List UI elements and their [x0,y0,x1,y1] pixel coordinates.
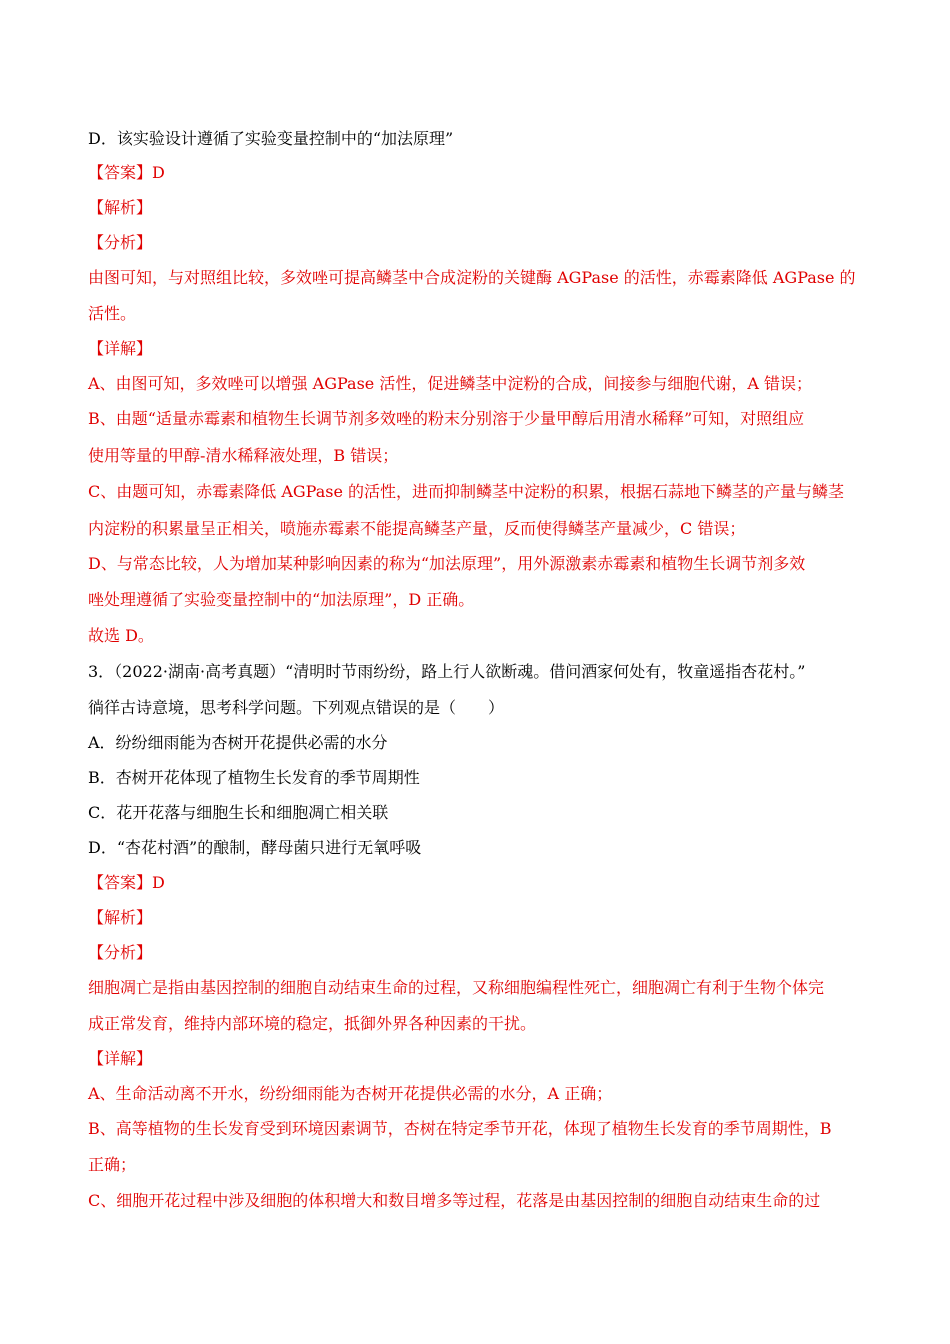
analysis-text: 成正常发育，维持内部环境的稳定，抵御外界各种因素的干扰。 [88,1014,537,1033]
detail-text: B、由题“适量赤霉素和植物生长调节剂多效唑的粉末分别溶于少量甲醇后用清水稀释”可知，对照组应 [88,409,805,428]
detail-text: A、生命活动离不开水，纷纷细雨能为杏树开花提供必需的水分，A 正确； [88,1084,613,1103]
detail-text: B、高等植物的生长发育受到环境因素调节，杏树在特定季节开花，体现了植物生长发育的季节周期性，B [88,1119,832,1138]
analysis-label: 【解析】 [88,908,153,927]
detail-text: C、细胞开花过程中涉及细胞的体积增大和数目增多等过程，花落是由基因控制的细胞自动结束生命的过 [88,1191,821,1210]
detail-text: C、由题可知，赤霉素降低 AGPase 的活性，进而抑制鳞茎中淀粉的积累，根据石蒜地下鳞茎的产量与鳞茎 [88,482,845,501]
analysis-text: 活性。 [88,304,137,323]
question-3-stem: 3．（2022·湖南·高考真题）“清明时节雨纷纷，路上行人欲断魂。借问酒家何处有，牧童遥指杏花村。” [88,662,806,681]
detail-text: 内淀粉的积累量呈正相关，喷施赤霉素不能提高鳞茎产量，反而使得鳞茎产量减少，C 错误； [88,519,746,538]
answer-label: 【答案】D [88,163,165,182]
fenxi-label: 【分析】 [88,233,153,252]
conclusion-text: 故选 D。 [88,626,154,645]
option-c-q3: C．花开花落与细胞生长和细胞凋亡相关联 [88,803,389,822]
question-3-stem: 徜徉古诗意境，思考科学问题。下列观点错误的是（ ） [88,698,505,717]
option-a-q3: A．纷纷细雨能为杏树开花提供必需的水分 [88,733,388,752]
option-b-q3: B．杏树开花体现了植物生长发育的季节周期性 [88,768,420,787]
analysis-text: 细胞凋亡是指由基因控制的细胞自动结束生命的过程，又称细胞编程性死亡，细胞凋亡有利于生物个体完 [88,978,825,997]
detail-text: 使用等量的甲醇-清水稀释液处理，B 错误； [88,446,399,465]
detail-text: A、由图可知，多效唑可以增强 AGPase 活性，促进鳞茎中淀粉的合成，间接参与细胞代谢，A 错误； [88,374,812,393]
detail-text: 唑处理遵循了实验变量控制中的“加法原理”，D 正确。 [88,590,475,609]
detail-label: 【详解】 [88,1049,153,1068]
analysis-label: 【解析】 [88,198,153,217]
detail-label: 【详解】 [88,339,153,358]
option-d-q3: D．“杏花村酒”的酿制，酵母菌只进行无氧呼吸 [88,838,422,857]
analysis-text: 由图可知，与对照组比较，多效唑可提高鳞茎中合成淀粉的关键酶 AGPase 的活性，赤霉素降低 AGPase 的 [88,268,856,287]
answer-label: 【答案】D [88,873,165,892]
detail-text: D、与常态比较，人为增加某种影响因素的称为“加法原理”，用外源激素赤霉素和植物生长调节剂多效 [88,554,806,573]
option-d-q2: D．该实验设计遵循了实验变量控制中的“加法原理” [88,129,454,148]
detail-text: 正确； [88,1155,137,1174]
fenxi-label: 【分析】 [88,943,153,962]
